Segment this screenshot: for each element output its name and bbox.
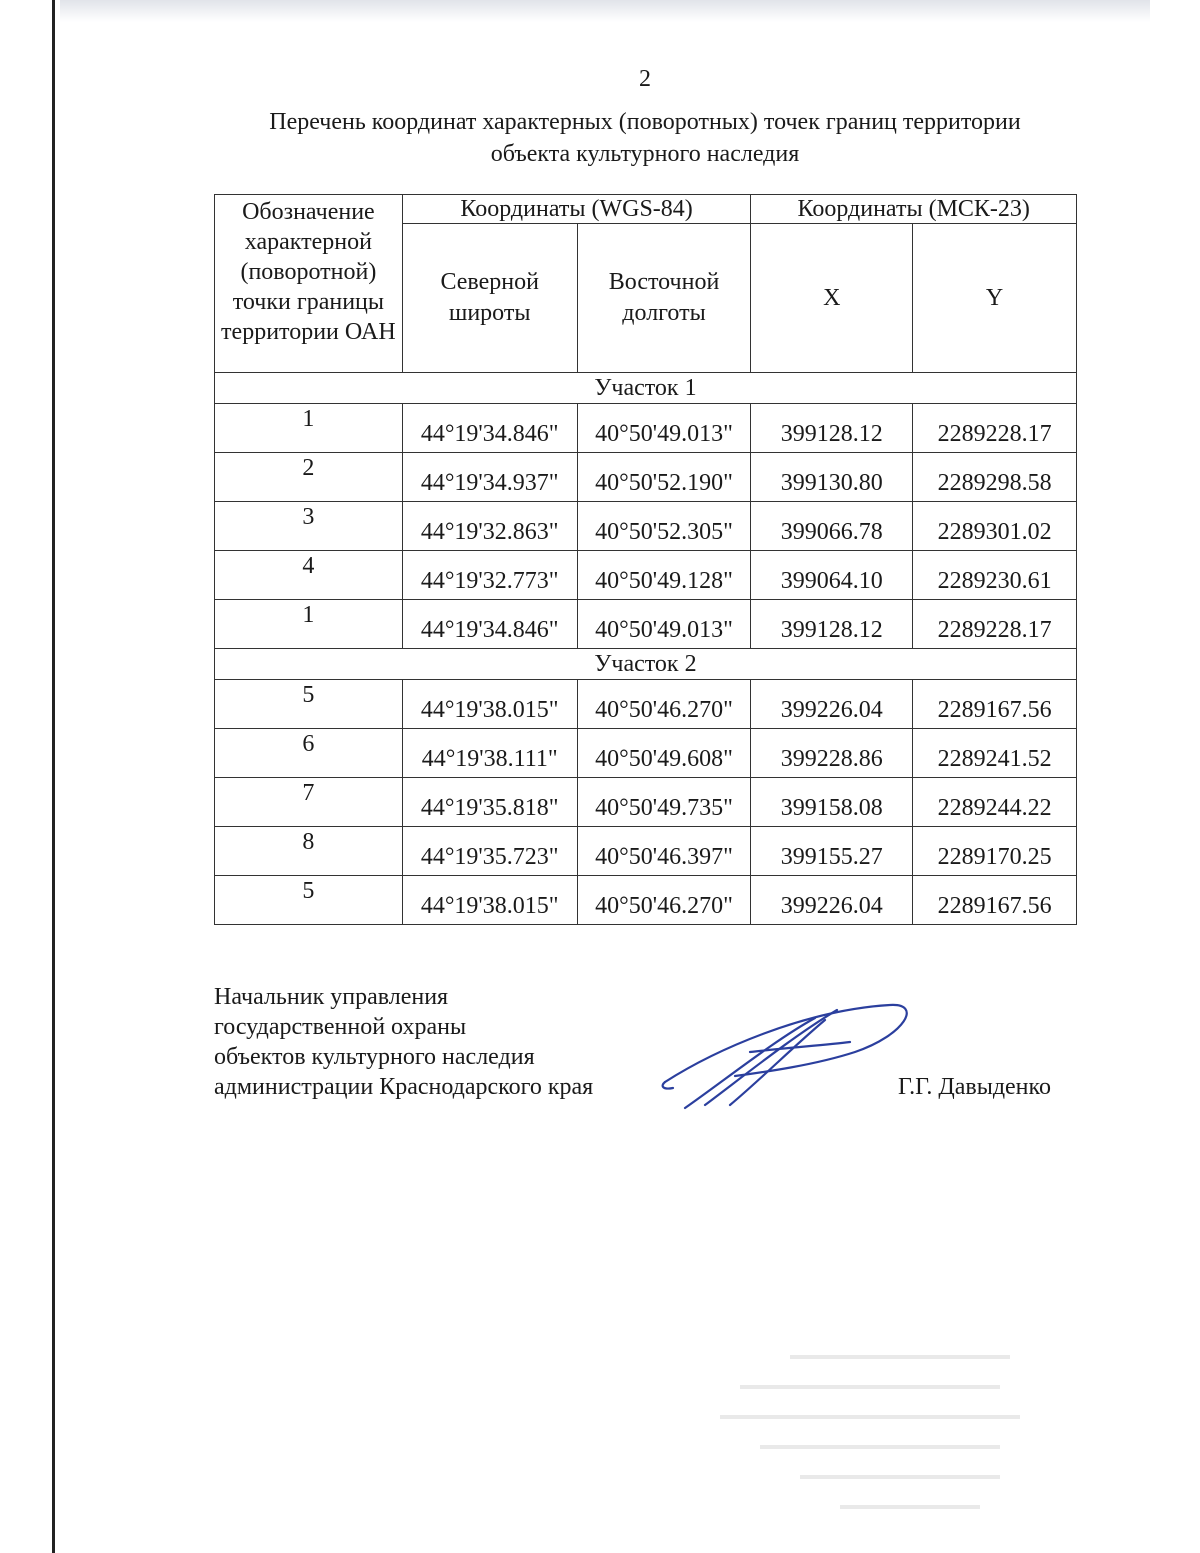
table-row [215, 729, 1077, 778]
cell-x: 399064.10 [751, 551, 913, 600]
cell-y: 2289228.17 [913, 600, 1077, 649]
signer-line-1: Начальник управления [214, 984, 449, 1010]
cell-longitude: 40°50'52.305" [577, 502, 751, 551]
cell-latitude: 44°19'38.015" [402, 876, 577, 925]
cell-x: 399128.12 [751, 404, 913, 453]
cell-point: 3 [215, 502, 403, 551]
table-row [215, 404, 1077, 453]
header-longitude: Восточной долготы [577, 224, 751, 373]
cell-latitude: 44°19'34.846" [402, 600, 577, 649]
document-title [200, 106, 1090, 170]
cell-latitude: 44°19'32.773" [402, 551, 577, 600]
cell-longitude: 40°50'52.190" [577, 453, 751, 502]
cell-y: 2289167.56 [913, 876, 1077, 925]
signer-name: Г.Г. Давыденко [898, 1074, 1051, 1100]
cell-point: 2 [215, 453, 403, 502]
cell-x: 399228.86 [751, 729, 913, 778]
cell-latitude: 44°19'38.015" [402, 680, 577, 729]
cell-x: 399155.27 [751, 827, 913, 876]
cell-point: 5 [215, 876, 403, 925]
cell-y: 2289298.58 [913, 453, 1077, 502]
table-row [215, 551, 1077, 600]
cell-latitude: 44°19'35.818" [402, 778, 577, 827]
cell-point: 1 [215, 404, 403, 453]
table-row [215, 600, 1077, 649]
table-row [215, 827, 1077, 876]
cell-point: 7 [215, 778, 403, 827]
cell-y: 2289301.02 [913, 502, 1077, 551]
table-row [215, 502, 1077, 551]
faint-stamp-bleed [700, 1345, 1080, 1525]
cell-longitude: 40°50'46.397" [577, 827, 751, 876]
cell-y: 2289167.56 [913, 680, 1077, 729]
section-label: Участок 1 [215, 373, 1077, 404]
table-body [215, 373, 1077, 925]
cell-y: 2289228.17 [913, 404, 1077, 453]
title-line-1: Перечень координат характерных (поворотных) точек границ территории [269, 109, 1021, 135]
coordinates-table [214, 194, 1077, 925]
cell-x: 399226.04 [751, 680, 913, 729]
cell-point: 4 [215, 551, 403, 600]
table-row [215, 680, 1077, 729]
signer-position [214, 982, 593, 1102]
cell-latitude: 44°19'34.846" [402, 404, 577, 453]
cell-x: 399158.08 [751, 778, 913, 827]
cell-longitude: 40°50'46.270" [577, 680, 751, 729]
scan-shadow [60, 0, 1150, 22]
cell-longitude: 40°50'49.735" [577, 778, 751, 827]
page-edge [52, 0, 55, 1553]
cell-longitude: 40°50'49.608" [577, 729, 751, 778]
cell-longitude: 40°50'49.013" [577, 404, 751, 453]
handwritten-signature [655, 990, 915, 1120]
cell-y: 2289230.61 [913, 551, 1077, 600]
cell-x: 399128.12 [751, 600, 913, 649]
cell-y: 2289244.22 [913, 778, 1077, 827]
section-label: Участок 2 [215, 649, 1077, 680]
cell-point: 8 [215, 827, 403, 876]
section-row [215, 649, 1077, 680]
table-row [215, 453, 1077, 502]
signer-line-4: администрации Краснодарского края [214, 1074, 594, 1100]
header-msk23: Координаты (МСК-23) [751, 195, 1077, 224]
cell-x: 399130.80 [751, 453, 913, 502]
title-line-2: объекта культурного наследия [490, 141, 800, 167]
cell-x: 399226.04 [751, 876, 913, 925]
cell-latitude: 44°19'35.723" [402, 827, 577, 876]
table-row [215, 876, 1077, 925]
table-row [215, 778, 1077, 827]
cell-point: 1 [215, 600, 403, 649]
signer-line-2: государственной охраны [214, 1014, 467, 1040]
cell-point: 5 [215, 680, 403, 729]
cell-y: 2289170.25 [913, 827, 1077, 876]
page-number: 2 [639, 66, 651, 92]
cell-y: 2289241.52 [913, 729, 1077, 778]
header-x: X [751, 224, 913, 373]
cell-longitude: 40°50'46.270" [577, 876, 751, 925]
cell-point: 6 [215, 729, 403, 778]
cell-longitude: 40°50'49.013" [577, 600, 751, 649]
cell-longitude: 40°50'49.128" [577, 551, 751, 600]
header-latitude: Северной широты [402, 224, 577, 373]
cell-latitude: 44°19'38.111" [402, 729, 577, 778]
header-point: Обозначение характерной (поворотной) точки границы территории ОАН [215, 195, 403, 373]
header-wgs84: Координаты (WGS-84) [402, 195, 751, 224]
header-y: Y [913, 224, 1077, 373]
cell-x: 399066.78 [751, 502, 913, 551]
section-row [215, 373, 1077, 404]
cell-latitude: 44°19'34.937" [402, 453, 577, 502]
signer-line-3: объектов культурного наследия [214, 1044, 535, 1070]
cell-latitude: 44°19'32.863" [402, 502, 577, 551]
